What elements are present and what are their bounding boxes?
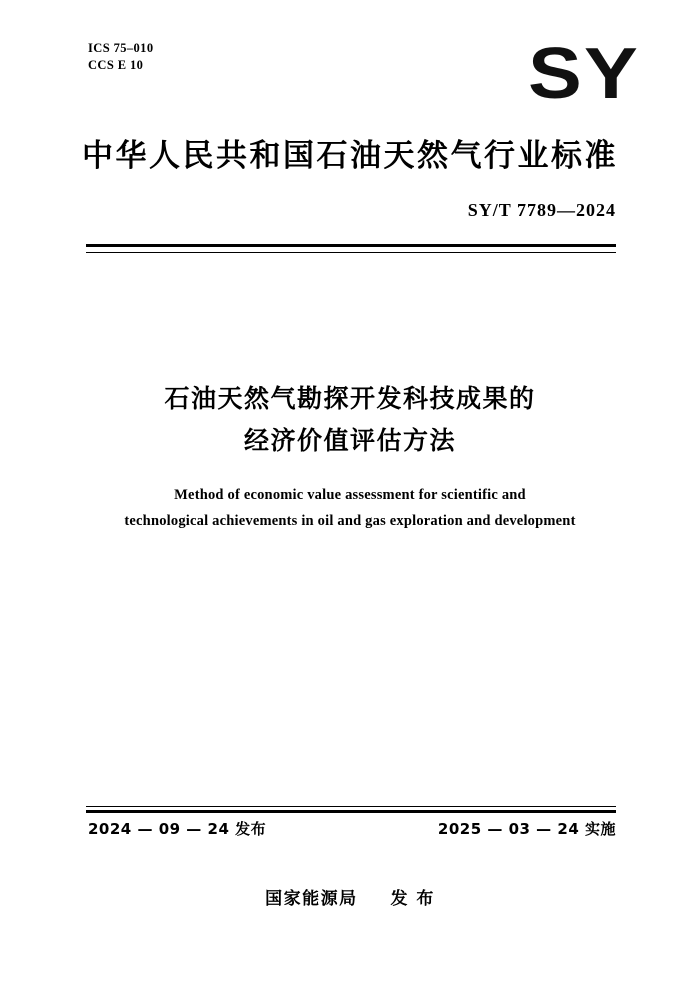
standard-series-title: 中华人民共和国石油天然气行业标准 <box>82 138 618 174</box>
page-title <box>0 378 700 462</box>
page-title-english-line-1: Method of economic value assessment for scientific and <box>174 487 526 503</box>
page-title-line-2: 经济价值评估方法 <box>243 426 456 455</box>
page-title-english-line-2: technological achievements in oil and gas exploration and development <box>124 513 576 529</box>
issue-date: 2024 — 09 — 24 发布 <box>88 820 267 838</box>
publisher-action: 发 布 <box>390 889 435 909</box>
header-divider-thick <box>86 244 616 247</box>
sy-logo: SY <box>527 34 640 114</box>
publisher-line <box>0 884 700 909</box>
ccs-code: CCS E 10 <box>88 58 144 72</box>
footer-divider-thick <box>86 810 616 813</box>
page-title-line-1: 石油天然气勘探开发科技成果的 <box>164 384 536 413</box>
publisher-name: 国家能源局 <box>265 889 358 909</box>
page-title-english <box>0 482 700 534</box>
effective-date: 2025 — 03 — 24 实施 <box>437 820 616 838</box>
standard-number: SY/T 7789—2024 <box>467 200 616 220</box>
header-divider-thin <box>86 252 616 253</box>
footer-divider-thin <box>86 806 616 807</box>
classification-codes <box>88 40 153 74</box>
ics-code: ICS 75–010 <box>88 41 154 55</box>
